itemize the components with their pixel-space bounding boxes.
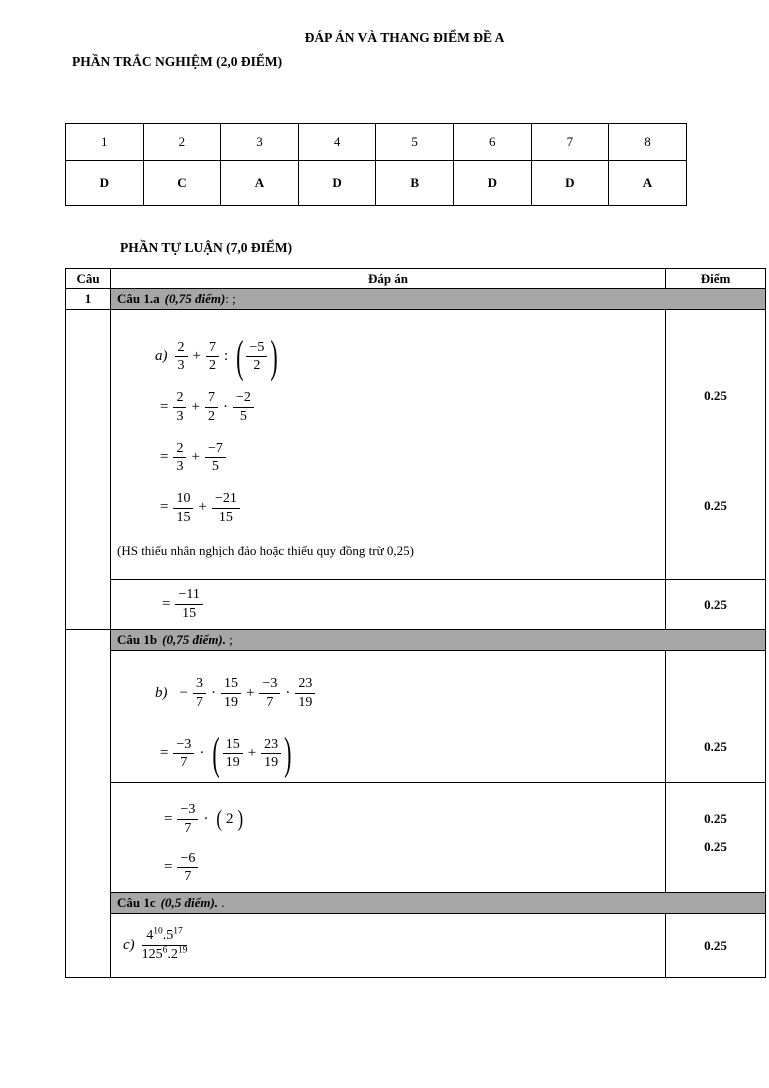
part-suffix: ; <box>226 632 233 647</box>
part-points-label: (0,75 điểm) <box>164 291 226 306</box>
question-number-cell: 1 <box>66 124 144 161</box>
part-points-label: (0,5 điểm). <box>160 895 219 910</box>
point-value-cell: 0.25 <box>666 580 766 630</box>
formula-line: c) $\frac{4^{10}.5^{17}}{125^6.2^{19}}$ <box>123 926 188 962</box>
part-1a-result-cell <box>111 580 666 630</box>
answer-letter-cell: A <box>221 161 299 206</box>
question-number: 1 <box>66 289 111 310</box>
formula-line: = $\frac{-3}{7}$ · ( $\frac{15}{19}$ + $\frac{23}{19}$ ) <box>160 727 292 779</box>
formula-line: b) − $\frac{3}{7}$ · $\frac{15}{19}$ + $\frac{-3}{7}$ · $\frac{23}{19}$ <box>155 676 665 710</box>
part-1b-work-row <box>66 651 766 783</box>
essay-table-header-row <box>66 269 766 289</box>
part-1a-solution-cell <box>111 310 666 580</box>
part-1b-points-cell <box>666 651 766 783</box>
question-number-cell: 3 <box>221 124 299 161</box>
column-header-cau: Câu <box>66 269 111 289</box>
question-number-cell: 5 <box>376 124 454 161</box>
page-title: ĐÁP ÁN VÀ THANG ĐIỂM ĐỀ A <box>304 30 505 45</box>
question-number-cell: 2 <box>143 124 221 161</box>
question-number-row <box>66 124 687 161</box>
point-value: 0.25 <box>704 498 727 513</box>
part-points-label: (0,75 điểm). <box>162 632 227 647</box>
multiple-choice-answer-table <box>65 123 687 206</box>
formula-line: = $\frac{-6}{7}$ <box>159 851 665 885</box>
answer-letter-cell: B <box>376 161 454 206</box>
part-suffix: : ; <box>225 291 236 306</box>
point-value: 0.25 <box>704 811 727 826</box>
part-label: Câu 1.a <box>117 291 160 306</box>
part-1b-result-row <box>66 783 766 893</box>
column-header-dapan: Đáp án <box>111 269 666 289</box>
question-number-cell: 8 <box>609 124 687 161</box>
section-heading-essay: PHẦN TỰ LUẬN (7,0 ĐIỂM) <box>120 240 293 255</box>
part-1a-section-bar <box>111 289 766 310</box>
answer-letter-cell: D <box>453 161 531 206</box>
answer-letter-cell: D <box>66 161 144 206</box>
question-number-cell: 4 <box>298 124 376 161</box>
cau-column-spacer <box>66 630 111 978</box>
grading-note: (HS thiếu nhân nghịch đảo hoặc thiếu quy đồng trừ 0,25) <box>117 543 414 559</box>
formula-line: = $\frac{2}{3}$ + $\frac{7}{2}$ · $\frac{-2}{5}$ <box>155 390 665 424</box>
question-1b-header-row <box>66 630 766 651</box>
section-heading-multiple-choice: PHẦN TRẮC NGHIỆM (2,0 ĐIỂM) <box>72 54 283 69</box>
essay-rubric-table <box>65 268 766 978</box>
part-1b-section-bar <box>111 630 766 651</box>
part-1b-result-cell <box>111 783 666 893</box>
part-label: Câu 1c <box>117 895 156 910</box>
answer-letter-cell: C <box>143 161 221 206</box>
formula-line: a) $\frac{2}{3}$ + $\frac{7}{2}$ : ( $\frac{-5}{2}$ ) <box>155 330 278 382</box>
part-1c-work-row <box>66 914 766 978</box>
answer-letter-cell: D <box>531 161 609 206</box>
part-suffix: . <box>218 895 225 910</box>
formula-line: = $\frac{2}{3}$ + $\frac{-7}{5}$ <box>155 441 665 475</box>
answer-letter-row <box>66 161 687 206</box>
point-value: 0.25 <box>704 739 727 754</box>
column-header-diem: Điểm <box>666 269 766 289</box>
formula-line: = $\frac{10}{15}$ + $\frac{-21}{15}$ <box>155 491 665 525</box>
part-1a-result-row <box>66 580 766 630</box>
question-number-cell: 7 <box>531 124 609 161</box>
part-1a-work-row <box>66 310 766 580</box>
question-1a-header-row <box>66 289 766 310</box>
part-1a-points-cell <box>666 310 766 580</box>
point-value: 0.25 <box>704 839 727 854</box>
part-1b-solution-cell <box>111 651 666 783</box>
point-value: 0.25 <box>704 388 727 403</box>
answer-letter-cell: D <box>298 161 376 206</box>
question-number-cell: 6 <box>453 124 531 161</box>
formula-line: = $\frac{-11}{15}$ <box>111 587 665 621</box>
part-label: Câu 1b <box>117 632 158 647</box>
answer-letter-cell: A <box>609 161 687 206</box>
formula-line: = $\frac{-3}{7}$ · ( 2 ) <box>164 802 244 836</box>
part-1c-solution-cell <box>111 914 666 978</box>
point-value-cell: 0.25 <box>666 914 766 978</box>
part-1c-section-bar <box>111 893 766 914</box>
question-1c-header-row <box>66 893 766 914</box>
part-1b-result-points-cell <box>666 783 766 893</box>
cau-column-spacer <box>66 310 111 630</box>
